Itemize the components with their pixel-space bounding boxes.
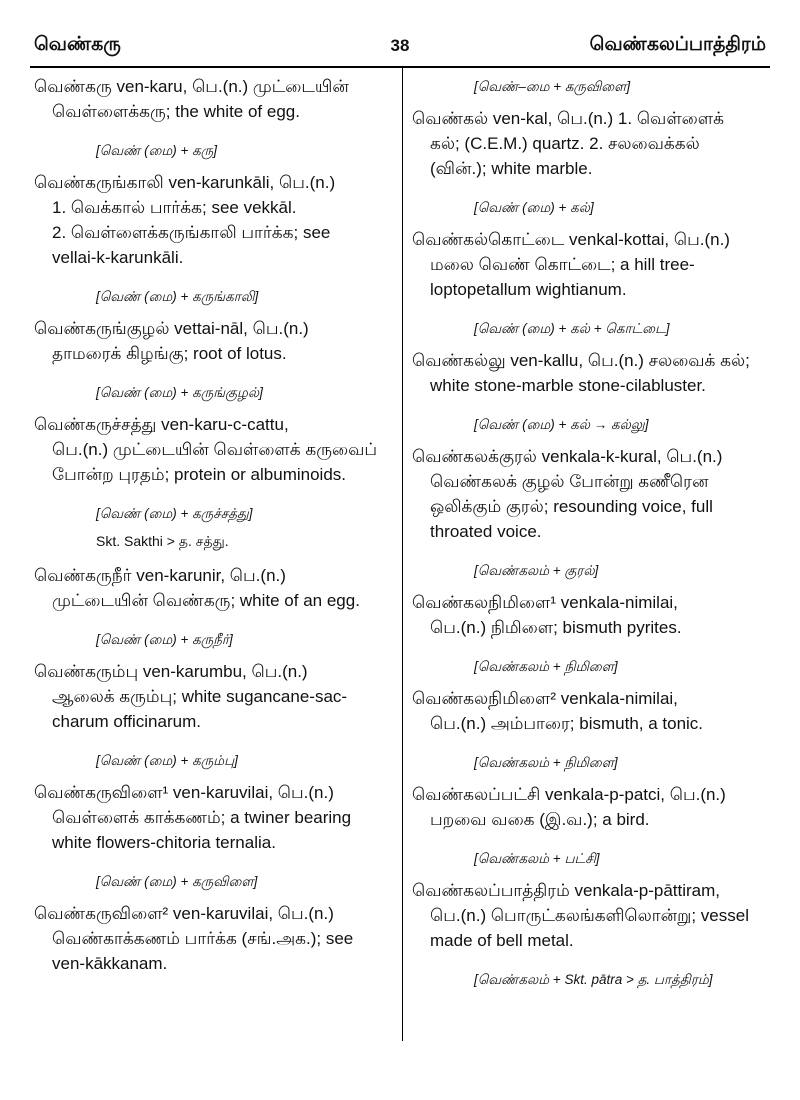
- etymology: [வெண் (மை) + கருச்சத்து]: [96, 506, 253, 521]
- entry-definition-line: வெள்ளைக் காக்கணம்; a twiner bearing: [52, 808, 352, 827]
- dictionary-entry: [34, 901, 392, 976]
- etymology: [வெண் (மை) + கருங்குழல்]: [96, 385, 263, 400]
- header-rule: [30, 66, 770, 68]
- dictionary-entry: [412, 686, 767, 772]
- etymology: [வெண்கலம் + குரல்]: [474, 563, 599, 578]
- dictionary-entry: [412, 78, 767, 96]
- entry-definition-line: வெண்கலக் குழல் போன்று கணீரென: [430, 472, 709, 491]
- entry-definition-line: ஒலிக்கும் குரல்; resounding voice, full: [430, 497, 713, 516]
- entry-headline: வெண்கலக்குரல் venkala-k-kural, பெ.(n.): [412, 447, 723, 466]
- etymology: [வெண் (மை) + கருவிளை]: [96, 874, 258, 889]
- entry-definition-line: முட்டையின் வெண்கரு; white of an egg.: [52, 591, 360, 610]
- entry-definition-line: vellai-k-karunkāli.: [52, 248, 184, 267]
- entry-headline: வெண்கலநிமிளை² venkala-nimilai,: [412, 689, 678, 708]
- entry-headline: வெண்கல்கொட்டை venkal-kottai, பெ.(n.): [412, 230, 730, 249]
- entry-definition-line: ஆலைக் கரும்பு; white sugancane-sac-: [52, 687, 348, 706]
- entry-headline: வெண்கலநிமிளை¹ venkala-nimilai,: [412, 593, 678, 612]
- dictionary-entry: [34, 74, 392, 160]
- page-number: 38: [390, 36, 410, 55]
- entry-headline: வெண்கருவிளை¹ ven-karuvilai, பெ.(n.): [34, 783, 334, 802]
- entry-definition-line: கல்; (C.E.M.) quartz. 2. சலவைக்கல்: [430, 134, 700, 153]
- entry-headline: வெண்கல்லு ven-kallu, பெ.(n.) சலவைக் கல்;: [412, 351, 750, 370]
- dictionary-entry: [34, 780, 392, 891]
- dictionary-entry: [412, 444, 767, 580]
- entry-headline: வெண்கலப்பட்சி venkala-p-patci, பெ.(n.): [412, 785, 726, 804]
- etymology: [வெண்கலம் + பட்சி]: [474, 851, 600, 866]
- entry-definition-line: made of bell metal.: [430, 931, 574, 950]
- entry-definition-line: (வின்.); white marble.: [430, 159, 593, 178]
- entry-definition-line: போன்ற புரதம்; protein or albuminoids.: [52, 465, 346, 484]
- entry-headline: வெண்கரும்பு ven-karumbu, பெ.(n.): [34, 662, 308, 681]
- entry-headline: வெண்கரு ven-karu, பெ.(n.) முட்டையின்: [34, 77, 349, 96]
- dictionary-entry: [34, 563, 392, 649]
- entry-definition-line: white flowers-chitoria ternalia.: [52, 833, 276, 852]
- entry-headline: வெண்கருவிளை² ven-karuvilai, பெ.(n.): [34, 904, 334, 923]
- etymology: [வெண் (மை) + கல்]: [474, 200, 594, 215]
- sanskrit-note: Skt. Sakthi > த. சத்து.: [96, 533, 229, 549]
- header-left-guide-word: வெண்கரு: [34, 34, 121, 55]
- left-column: [34, 74, 392, 976]
- dictionary-entry: [412, 348, 767, 434]
- dictionary-entry: [412, 878, 767, 989]
- dictionary-entry: [34, 170, 392, 306]
- entry-definition-line: வெள்ளைக்கரு; the white of egg.: [52, 102, 300, 121]
- entry-definition-line: வெண்காக்கணம் பார்க்க (சங்.அக.); see: [52, 929, 354, 948]
- dictionary-entry: [34, 659, 392, 770]
- etymology: [வெண்–மை + கருவிளை]: [474, 79, 631, 94]
- entry-headline: வெண்கருங்காலி ven-karunkāli, பெ.(n.): [34, 173, 336, 192]
- column-divider: [402, 66, 403, 1041]
- entry-definition-line: ven-kākkanam.: [52, 954, 168, 973]
- entry-definition-line: charum officinarum.: [52, 712, 201, 731]
- entry-headline: வெண்கருங்குழல் vettai-nāl, பெ.(n.): [34, 319, 309, 338]
- etymology: [வெண் (மை) + கரு]: [96, 143, 218, 158]
- entry-definition-line: மலை வெண் கொட்டை; a hill tree-: [430, 255, 695, 274]
- entry-definition-line: பெ.(n.) அம்பாரை; bismuth, a tonic.: [430, 714, 704, 733]
- entry-headline: வெண்கருச்சத்து ven-karu-c-cattu,: [34, 415, 289, 434]
- entry-definition-line: 1. வெக்கால் பார்க்க; see vekkāl.: [52, 198, 297, 217]
- dictionary-entry: [412, 590, 767, 676]
- entry-definition-line: தாமரைக் கிழங்கு; root of lotus.: [52, 344, 287, 363]
- entry-definition-line: பெ.(n.) நிமிளை; bismuth pyrites.: [430, 618, 682, 637]
- entry-definition-line: பெ.(n.) பொருட்கலங்களிலொன்று; vessel: [430, 906, 749, 925]
- etymology: [வெண்கலம் + நிமிளை]: [474, 659, 618, 674]
- etymology: [வெண் (மை) + கரும்பு]: [96, 753, 238, 768]
- entry-definition-line: 2. வெள்ளைக்கருங்காலி பார்க்க; see: [52, 223, 331, 242]
- page-header: [30, 34, 770, 66]
- dictionary-entry: [412, 227, 767, 338]
- entry-definition-line: white stone-marble stone-cilabluster.: [430, 376, 706, 395]
- dictionary-entry: [34, 316, 392, 402]
- dictionary-entry: [412, 106, 767, 217]
- etymology: [வெண் (மை) + கல் → கல்லு]: [474, 417, 649, 432]
- entry-headline: வெண்கலப்பாத்திரம் venkala-p-pāttiram,: [412, 881, 720, 900]
- header-right-guide-word: வெண்கலப்பாத்திரம்: [589, 34, 766, 55]
- right-column: [412, 74, 767, 999]
- dictionary-entry: [412, 782, 767, 868]
- entry-headline: வெண்கருநீர் ven-karunir, பெ.(n.): [34, 566, 286, 585]
- entry-definition-line: பெ.(n.) முட்டையின் வெள்ளைக் கருவைப்: [52, 440, 378, 459]
- etymology: [வெண் (மை) + கருங்காலி]: [96, 289, 259, 304]
- etymology: [வெண் (மை) + கல் + கொட்டை]: [474, 321, 670, 336]
- entry-definition-line: throated voice.: [430, 522, 542, 541]
- etymology: [வெண் (மை) + கருநீர்]: [96, 632, 233, 647]
- etymology: [வெண்கலம் + நிமிளை]: [474, 755, 618, 770]
- dictionary-entry: [34, 412, 392, 551]
- entry-headline: வெண்கல் ven-kal, பெ.(n.) 1. வெள்ளைக்: [412, 109, 724, 128]
- entry-definition-line: பறவை வகை (இ.வ.); a bird.: [430, 810, 650, 829]
- etymology: [வெண்கலம் + Skt. pātra > த. பாத்திரம்]: [474, 972, 713, 987]
- entry-definition-line: loptopetallum wightianum.: [430, 280, 627, 299]
